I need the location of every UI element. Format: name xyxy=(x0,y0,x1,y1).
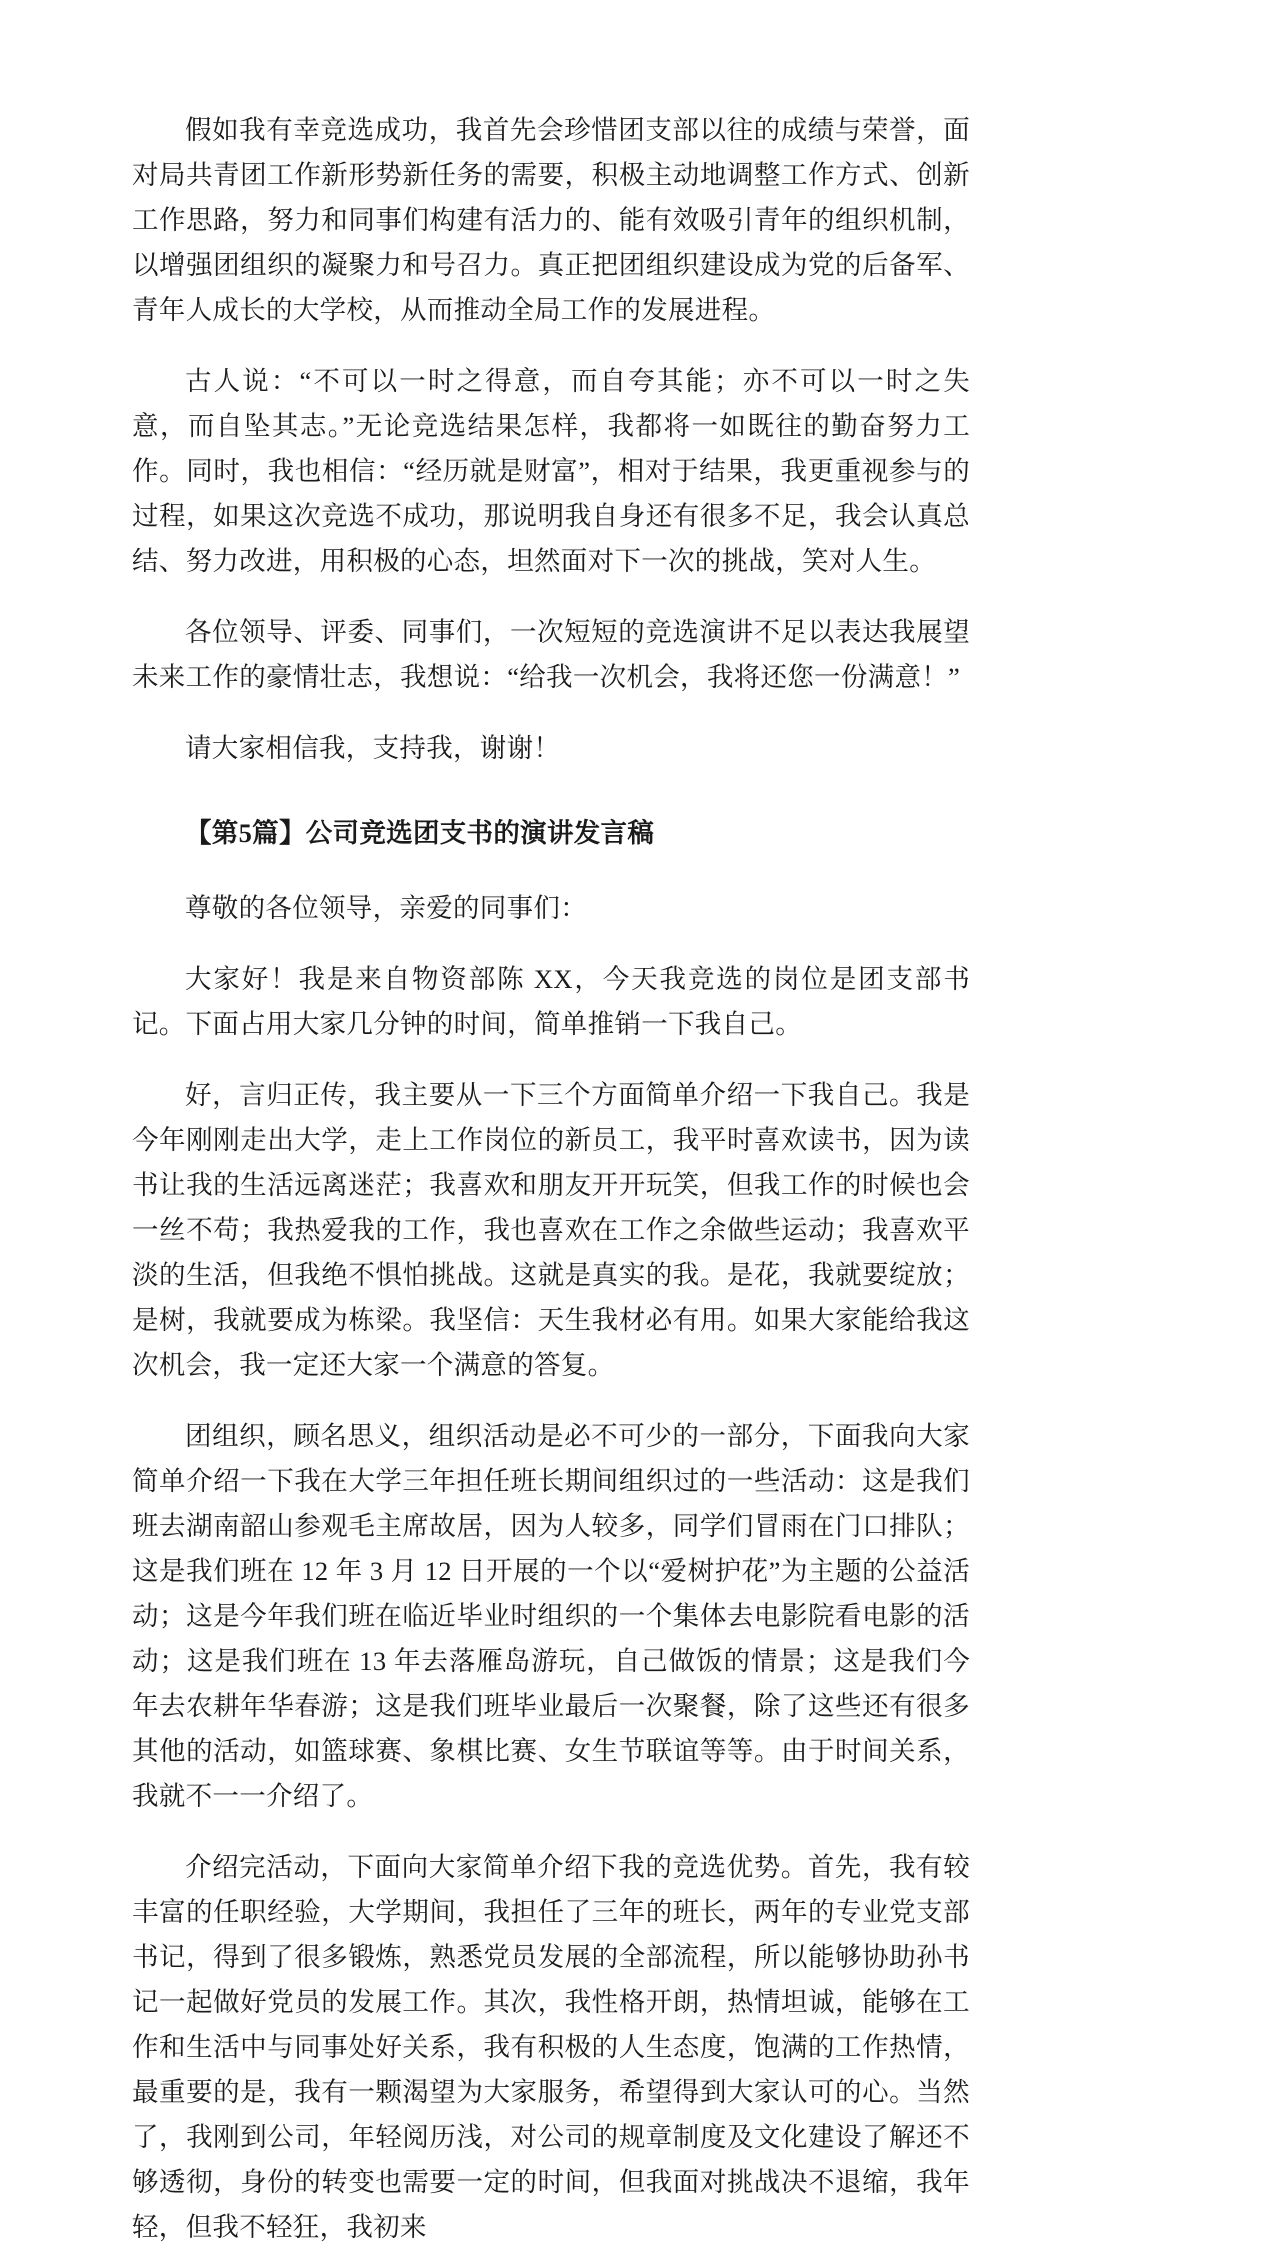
section-heading: 【第5篇】公司竞选团支书的演讲发言稿 xyxy=(185,818,655,848)
paragraph-6: 大家好！我是来自物资部陈 XX，今天我竞选的岗位是团支部书记。下面占用大家几分钟的时间，简单推销一下我自己。 xyxy=(132,964,970,1039)
paragraph-8: 团组织，顾名思义，组织活动是必不可少的一部分，下面我向大家简单介绍一下我在大学三年担任班长期间组织过的一些活动：这是我们班去湖南韶山参观毛主席故居，因为人较多，同学们冒雨在门口排队；这是我们班在 12 年 3 月 12 日开展的一个以“爱树护花”为主题的公益活动；这是今年我们班在临近毕业时组织的一个集体去电影院看电影的活动；这是我们班在 13 年去落雁岛游玩，自己做饭的情景；这是我们今年去农耕年华春游；这是我们班毕业最后一次聚餐，除了这些还有很多其他的活动，如篮球赛、象棋比赛、女生节联谊等等。由于时间关系，我就不一一介绍了。 xyxy=(132,1421,970,1811)
paragraph-9: 介绍完活动，下面向大家简单介绍下我的竞选优势。首先，我有较丰富的任职经验，大学期间，我担任了三年的班长，两年的专业党支部书记，得到了很多锻炼，熟悉党员发展的全部流程，所以能够协助孙书记一起做好党员的发展工作。其次，我性格开朗，热情坦诚，能够在工作和生活中与同事处好关系，我有积极的人生态度，饱满的工作热情，最重要的是，我有一颗渴望为大家服务，希望得到大家认可的心。当然了，我刚到公司，年轻阅历浅，对公司的规章制度及文化建设了解还不够透彻，身份的转变也需要一定的时间，但我面对挑战决不退缩，我年轻，但我不轻狂，我初来 xyxy=(132,1852,970,2242)
paragraph-3: 各位领导、评委、同事们，一次短短的竞选演讲不足以表达我展望未来工作的豪情壮志，我想说：“给我一次机会，我将还您一份满意！” xyxy=(132,617,970,692)
paragraph-1: 假如我有幸竞选成功，我首先会珍惜团支部以往的成绩与荣誉，面对局共青团工作新形势新任务的需要，积极主动地调整工作方式、创新工作思路，努力和同事们构建有活力的、能有效吸引青年的组织机制，以增强团组织的凝聚力和号召力。真正把团组织建设成为党的后备军、青年人成长的大学校，从而推动全局工作的发展进程。 xyxy=(132,115,970,325)
paragraph-4: 请大家相信我，支持我，谢谢！ xyxy=(185,733,561,763)
paragraph-5-salutation: 尊敬的各位领导，亲爱的同事们： xyxy=(185,893,587,923)
paragraph-7: 好，言归正传，我主要从一下三个方面简单介绍一下我自己。我是今年刚刚走出大学，走上工作岗位的新员工，我平时喜欢读书，因为读书让我的生活远离迷茫；我喜欢和朋友开开玩笑，但我工作的时候也会一丝不苟；我热爱我的工作，我也喜欢在工作之余做些运动；我喜欢平淡的生活，但我绝不惧怕挑战。这就是真实的我。是花，我就要绽放；是树，我就要成为栋梁。我坚信：天生我材必有用。如果大家能给我这次机会，我一定还大家一个满意的答复。 xyxy=(132,1080,970,1380)
paragraph-2: 古人说：“不可以一时之得意，而自夸其能；亦不可以一时之失意，而自坠其志。”无论竞选结果怎样，我都将一如既往的勤奋努力工作。同时，我也相信：“经历就是财富”，相对于结果，我更重视参与的过程，如果这次竞选不成功，那说明我自身还有很多不足，我会认真总结、努力改进，用积极的心态，坦然面对下一次的挑战，笑对人生。 xyxy=(132,366,970,576)
document-body xyxy=(132,108,970,2250)
